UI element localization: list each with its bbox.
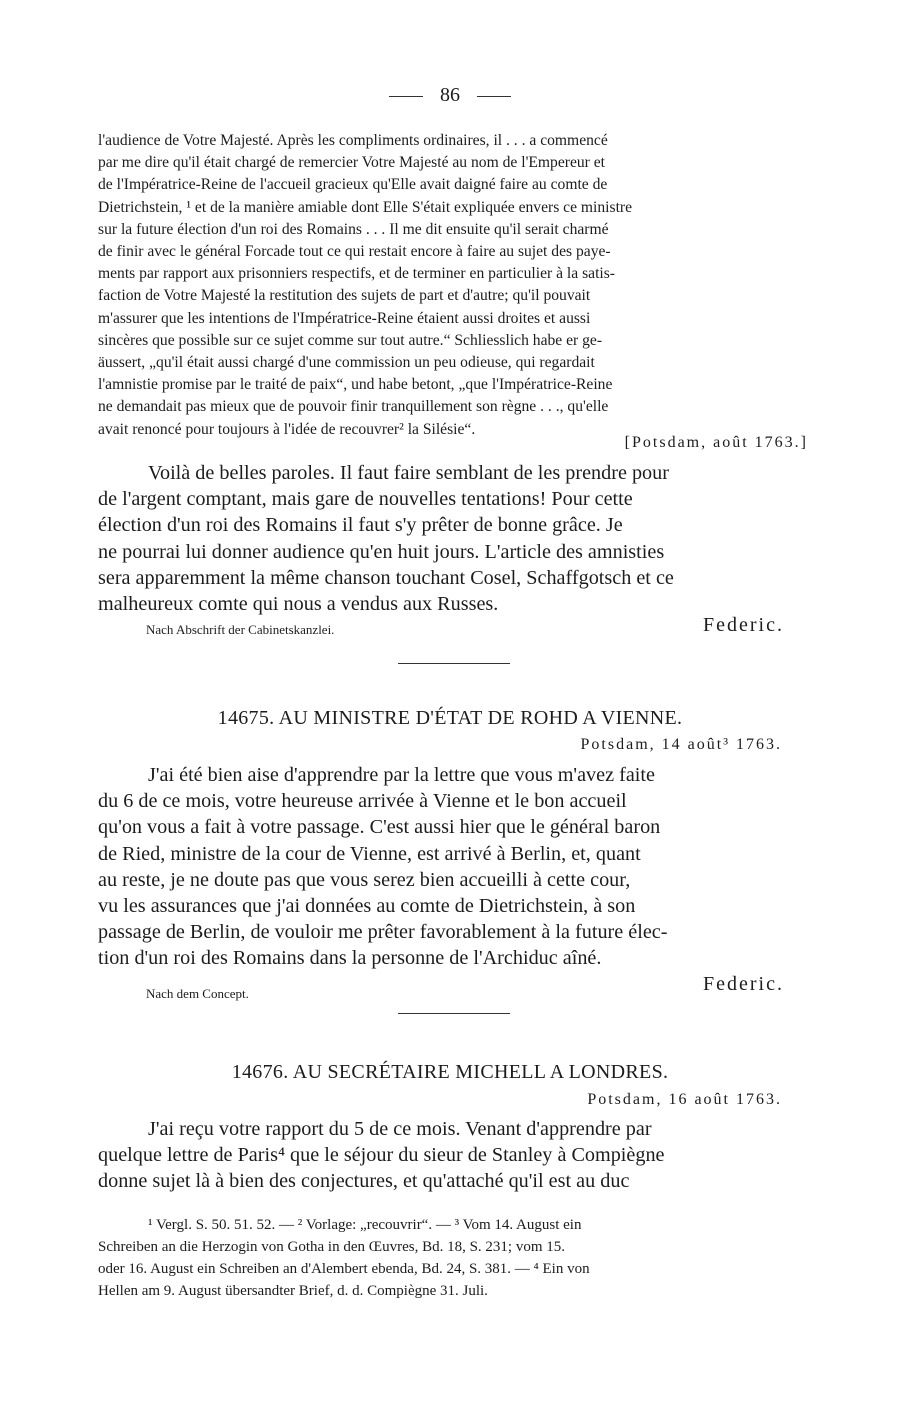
footnote-line: oder 16. August ein Schreiben an d'Alembert ebenda, Bd. 24, S. 381. — ⁴ Ein von — [98, 1261, 590, 1277]
footnote-line: Schreiben an die Herzogin von Gotha in den Œuvres, Bd. 18, S. 231; vom 15. — [98, 1239, 566, 1255]
body-line: sera apparemment la même chanson touchant Cosel, Schaffgotsch et ce — [98, 566, 674, 589]
body-line: qu'on vous a fait à votre passage. C'est aussi hier que le général baron — [98, 816, 661, 839]
quote-line: de l'Impératrice-Reine de l'accueil gracieux qu'Elle avait daigné faire au comte de — [98, 176, 608, 194]
body-line: J'ai reçu votre rapport du 5 de ce mois. Venant d'apprendre par — [148, 1118, 652, 1140]
body-line: Voilà de belles paroles. Il faut faire semblant de les prendre pour — [148, 462, 669, 484]
quote-line: m'assurer que les intentions de l'Impératrice-Reine étaient aussi droites et aussi — [98, 309, 591, 327]
body-line: quelque lettre de Paris⁴ que le séjour du sieur de Stanley à Compiègne — [98, 1144, 665, 1167]
quote-line: avait renoncé pour toujours à l'idée de recouvrer² la Silésie“. — [98, 420, 476, 438]
footnote-line: Hellen am 9. August übersandter Brief, d. d. Compiègne 31. Juli. — [98, 1283, 488, 1299]
quote-line: Dietrichstein, ¹ et de la manière amiable dont Elle S'était expliquée envers ce ministre — [98, 198, 633, 216]
quote-line: ments par rapport aux prisonniers respectifs, et de terminer en particulier à la satis- — [98, 265, 615, 283]
body-line: de l'argent comptant, mais gare de nouvelles tentations! Pour cette — [98, 488, 633, 511]
quote-line: faction de Votre Majesté la restitution des sujets de part et d'autre; qu'il pouvait — [98, 287, 591, 305]
separator-rule — [398, 1013, 510, 1014]
dateline-prev: [Potsdam, août 1763.] — [624, 434, 808, 451]
body-line: J'ai été bien aise d'apprendre par la lettre que vous m'avez faite — [148, 764, 655, 786]
quoted-report — [98, 130, 808, 441]
header-rule-right — [477, 96, 511, 97]
footnote-line: ¹ Vergl. S. 50. 51. 52. — ² Vorlage: „recouvrir“. — ³ Vom 14. August ein — [148, 1217, 582, 1233]
letter-heading-14676: 14676. AU SECRÉTAIRE MICHELL A LONDRES. — [231, 1061, 669, 1083]
body-line: du 6 de ce mois, votre heureuse arrivée à Vienne et le bon accueil — [98, 790, 627, 813]
quote-line: de finir avec le général Forcade tout ce qui restait encore à faire au sujet des paye- — [98, 243, 611, 261]
body-line: passage de Berlin, de vouloir me prêter favorablement à la future élec- — [98, 921, 668, 944]
letter-heading-14675: 14675. AU MINISTRE D'ÉTAT DE ROHD A VIENNE. — [217, 707, 683, 729]
body-line: de Ried, ministre de la cour de Vienne, est arrivé à Berlin, et, quant — [98, 842, 641, 865]
quote-line: l'amnistie promise par le traité de paix“, und habe betont, „que l'Impératrice-Reine — [98, 376, 613, 394]
body-line: au reste, je ne doute pas que vous serez bien accueilli à cette cour, — [98, 868, 631, 891]
body-line: ne pourrai lui donner audience qu'en huit jours. L'article des amnisties — [98, 540, 665, 563]
quote-line: par me dire qu'il était chargé de remercier Votre Majesté au nom de l'Empereur et — [98, 154, 606, 172]
signature-14675: Federic. — [703, 973, 784, 995]
letter-body-14676 — [98, 1116, 808, 1195]
body-line: vu les assurances que j'ai données au comte de Dietrichstein, à son — [98, 895, 636, 918]
page-number: 86 — [440, 84, 460, 106]
page-header — [0, 84, 900, 107]
body-line: tion d'un roi des Romains dans la personne de l'Archiduc aîné. — [98, 947, 602, 970]
signature-prev: Federic. — [703, 614, 784, 636]
dateline-14675: Potsdam, 14 août³ 1763. — [580, 736, 782, 753]
quote-line: ne demandait pas mieux que de pouvoir finir tranquillement son règne . . ., qu'elle — [98, 398, 609, 416]
quote-line: sur la future élection d'un roi des Romains . . . Il me dit ensuite qu'il serait charmé — [98, 220, 609, 238]
body-line: élection d'un roi des Romains il faut s'y prêter de bonne grâce. Je — [98, 514, 623, 537]
quote-line: sincères que possible sur ce sujet comme sur tout autre.“ Schliesslich habe er ge- — [98, 331, 603, 349]
letter-body-prev — [98, 460, 808, 617]
body-line: donne sujet là à bien des conjectures, et qu'attaché qu'il est au duc — [98, 1170, 630, 1193]
source-note-prev: Nach Abschrift der Cabinetskanzlei. — [146, 622, 335, 637]
separator-rule — [398, 663, 510, 664]
body-line: malheureux comte qui nous a vendus aux Russes. — [98, 593, 499, 616]
letter-body-14675 — [98, 762, 808, 972]
quote-line: l'audience de Votre Majesté. Après les compliments ordinaires, il . . . a commencé — [98, 132, 608, 149]
dateline-14676: Potsdam, 16 août 1763. — [587, 1091, 782, 1108]
header-rule-left — [389, 96, 423, 97]
footnotes — [98, 1214, 808, 1302]
source-note-14675: Nach dem Concept. — [146, 986, 249, 1001]
quote-line: äussert, „qu'il était aussi chargé d'une commission un peu odieuse, qui regardait — [98, 354, 595, 372]
